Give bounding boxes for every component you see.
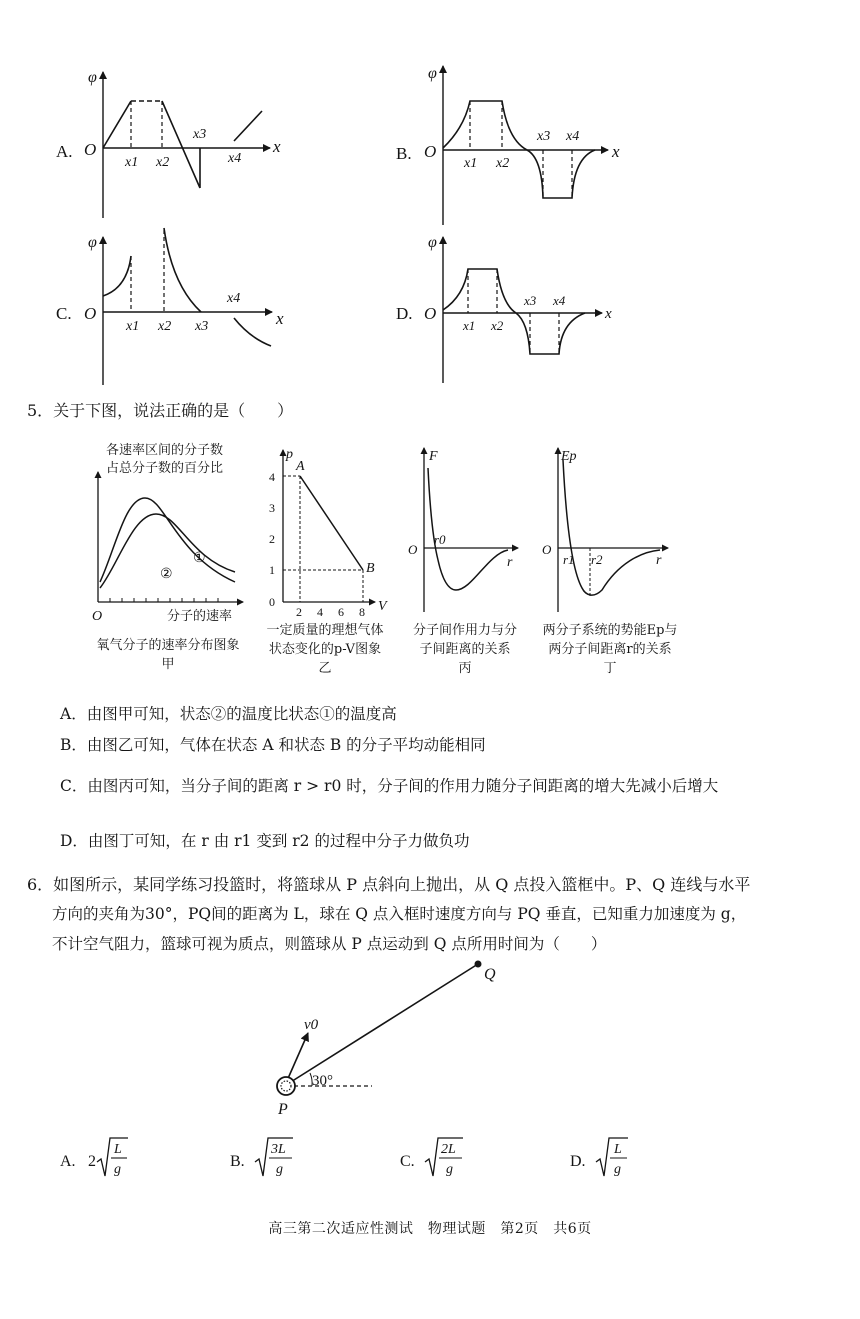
- q6-option-b: [230, 1138, 293, 1177]
- q5-yi-point-b: B: [366, 561, 375, 576]
- q5-stem: 5．关于下图，说法正确的是（ ）: [27, 401, 294, 420]
- q5-yi-origin: 0: [269, 595, 275, 609]
- q5-yi-xtick-8: 8: [359, 605, 365, 619]
- q4-option-c-yaxis: φ: [88, 234, 97, 251]
- q6-point-q: [475, 961, 482, 968]
- q4-option-b-xaxis: x: [612, 142, 620, 161]
- q6-options: [0, 1130, 860, 1190]
- q5-ding-xlabel: r: [656, 553, 662, 568]
- q4-option-b-yaxis: φ: [428, 65, 437, 82]
- q6-option-c-den: g: [446, 1162, 453, 1177]
- q6-option-a: [60, 1138, 128, 1177]
- q6-label-angle: 30°: [312, 1073, 333, 1089]
- q5-fig-yi: [269, 447, 388, 619]
- q5-yi-caption-line3: 乙: [318, 661, 332, 676]
- q5-fig-jia: [92, 442, 243, 624]
- q4-option-b-graph: [396, 65, 620, 225]
- q6-option-a-letter: A.: [60, 1153, 76, 1170]
- q4-option-d-mark-x4: x4: [553, 293, 566, 308]
- q5-bing-ylabel: F: [429, 449, 438, 464]
- q5-ding-mark1: r1: [563, 552, 575, 567]
- q5-ding-caption-line3: 丁: [603, 661, 617, 676]
- q4-option-d-curve: [443, 269, 585, 354]
- q4-option-d-mark-x1: x1: [463, 318, 476, 333]
- q6-option-c: [400, 1138, 463, 1177]
- q5-ding-mark2: r2: [591, 552, 603, 567]
- q6-v0-arrow: [286, 1033, 308, 1083]
- q5-jia-caption: [88, 636, 248, 674]
- q6-option-d-letter: D.: [570, 1153, 586, 1170]
- q5-yi-caption-line2: 状态变化的p-V图象: [268, 642, 382, 657]
- q5-bing-curve: [428, 468, 508, 590]
- q4-option-b-letter: B.: [396, 144, 412, 163]
- q4-option-a-graph: [56, 69, 281, 218]
- q4-option-c-mark-x3: x3: [195, 319, 209, 334]
- q5-yi-ytick-3: 3: [269, 501, 275, 515]
- q5-figures: [0, 430, 860, 625]
- q5-yi-xtick-6: 6: [338, 605, 344, 619]
- q4-option-c-origin: O: [84, 304, 97, 323]
- q5-bing-caption-line3: 丙: [458, 661, 472, 676]
- q4-option-a-origin: O: [84, 140, 97, 159]
- q4-option-d-xaxis: x: [605, 306, 612, 322]
- q4-option-a-curve: [103, 101, 262, 188]
- q5-ding-curve: [563, 460, 660, 595]
- q5-bing-origin: O: [408, 542, 418, 557]
- q4-option-d-mark-x3: x3: [524, 293, 537, 308]
- q5-fig-bing: [408, 448, 518, 612]
- q6-figure: [250, 955, 530, 1120]
- q5-yi-ytick-1: 1: [269, 563, 275, 577]
- q5-yi-point-a: A: [296, 459, 305, 474]
- q5-yi-process-line: [300, 476, 363, 570]
- q5-yi-ylabel: p: [286, 447, 293, 462]
- q4-option-b-mark-x3: x3: [537, 129, 551, 144]
- q6-option-a-num: L: [114, 1142, 122, 1157]
- q6-option-d: [570, 1138, 628, 1177]
- q6-option-c-letter: C.: [400, 1153, 415, 1170]
- q4-option-c-xaxis: x: [276, 309, 284, 328]
- q4-option-d-graph: [396, 234, 612, 383]
- q5-bing-caption: [400, 621, 530, 678]
- q5-ding-caption-line2: 两分子间距离r的关系: [548, 642, 672, 657]
- q5-yi-xtick-2: 2: [296, 605, 302, 619]
- q4-option-a-xaxis: x: [273, 137, 281, 156]
- q5-jia-ylabel-2: 占总分子数的百分比: [106, 460, 224, 475]
- q6-stem-line1: 6．如图所示，某同学练习投篮时，将篮球从 P 点斜向上抛出，从 Q 点投入篮框中。P、Q 连线与水平: [27, 875, 751, 894]
- q6-option-d-den: g: [614, 1162, 621, 1177]
- q4-option-a-mark-x1: x1: [125, 155, 139, 170]
- q4-option-b-mark-x1: x1: [464, 156, 478, 171]
- q6-label-q: Q: [484, 966, 496, 983]
- q4-option-c-letter: C.: [56, 304, 72, 323]
- q5-bing-caption-line2: 子间距离的关系: [419, 642, 511, 657]
- q5-ding-origin: O: [542, 542, 552, 557]
- q5-yi-xlabel: V: [378, 599, 387, 614]
- q4-option-b-mark-x2: x2: [496, 156, 510, 171]
- q4-option-a-yaxis: φ: [88, 69, 97, 86]
- q4-option-c-mark-x2: x2: [158, 319, 172, 334]
- q6-option-a-coef: 2: [88, 1153, 96, 1170]
- q4-option-b-origin: O: [424, 142, 437, 161]
- q5-ding-ylabel: Ep: [561, 449, 577, 464]
- q4-option-d-letter: D.: [396, 304, 413, 323]
- q5-jia-caption-line1: 氧气分子的速率分布图象: [96, 638, 240, 653]
- q6-option-c-num: 2L: [441, 1142, 456, 1157]
- q5-bing-xlabel: r: [507, 555, 513, 570]
- q6-option-b-den: g: [276, 1162, 283, 1177]
- q5-fig-ding: [542, 448, 668, 612]
- q6-option-d-num: L: [614, 1142, 622, 1157]
- q5-jia-ylabel-1: 各速率区间的分子数: [106, 442, 224, 457]
- q5-option-d: D．由图丁可知，在 r 由 r1 变到 r2 的过程中分子力做负功: [60, 832, 470, 850]
- q5-bing-caption-line1: 分子间作用力与分: [412, 623, 517, 638]
- q4-option-b-mark-x4: x4: [566, 129, 580, 144]
- q5-yi-ytick-2: 2: [269, 532, 275, 546]
- q6-option-b-num: 3L: [271, 1142, 286, 1157]
- q6-label-v0: v0: [304, 1017, 319, 1033]
- q5-yi-ytick-4: 4: [269, 470, 275, 484]
- q5-option-c: C．由图丙可知，当分子间的距离 r > r0 时，分子间的作用力随分子间距离的增大先减小后增大: [60, 777, 719, 795]
- q4-option-d-origin: O: [424, 304, 437, 323]
- q4-option-a-mark-x2: x2: [156, 155, 170, 170]
- q4-graphs: [0, 0, 860, 395]
- q5-yi-caption: [260, 621, 390, 678]
- q5-yi-caption-line1: 一定质量的理想气体: [266, 623, 384, 638]
- q4-option-d-mark-x2: x2: [491, 318, 504, 333]
- q4-option-a-mark-x4: x4: [228, 151, 242, 166]
- q4-option-c-graph: [56, 228, 284, 385]
- q5-jia-curve2-label: ②: [160, 567, 173, 582]
- page-footer: 高三第二次适应性测试 物理试题 第2页 共6页: [268, 1221, 592, 1237]
- q5-yi-xtick-4: 4: [317, 605, 323, 619]
- q6-stem-line2: 方向的夹角为30°，PQ间的距离为 L，球在 Q 点入框时速度方向与 PQ 垂直，已知重力加速度为 g，: [52, 905, 747, 923]
- q5-jia-curve1-label: ①: [193, 551, 206, 566]
- q5-ding-caption-line1: 两分子系统的势能Ep与: [542, 623, 678, 638]
- q5-jia-xlabel: 分子的速率: [167, 608, 233, 623]
- q6-label-p: P: [278, 1101, 288, 1118]
- q4-option-c-mark-x4: x4: [227, 291, 241, 306]
- q5-jia-origin: O: [92, 609, 103, 624]
- q6-basketball: [277, 1077, 295, 1095]
- q5-jia-caption-line2: 甲: [161, 657, 175, 672]
- q5-bing-mark: r0: [434, 532, 446, 547]
- q5-ding-caption: [530, 621, 690, 678]
- q5-option-a: A．由图甲可知，状态②的温度比状态①的温度高: [60, 705, 397, 723]
- q4-option-a-letter: A.: [56, 142, 73, 161]
- q6-option-a-den: g: [114, 1162, 121, 1177]
- q4-option-a-mark-x3: x3: [193, 127, 207, 142]
- q4-option-c-mark-x1: x1: [126, 319, 140, 334]
- q5-option-b: B．由图乙可知，气体在状态 A 和状态 B 的分子平均动能相同: [60, 736, 486, 754]
- q6-stem-line3: 不计空气阻力，篮球可视为质点，则篮球从 P 点运动到 Q 点所用时间为（ ）: [52, 935, 607, 953]
- q4-option-d-yaxis: φ: [428, 234, 437, 251]
- q6-option-b-letter: B.: [230, 1153, 245, 1170]
